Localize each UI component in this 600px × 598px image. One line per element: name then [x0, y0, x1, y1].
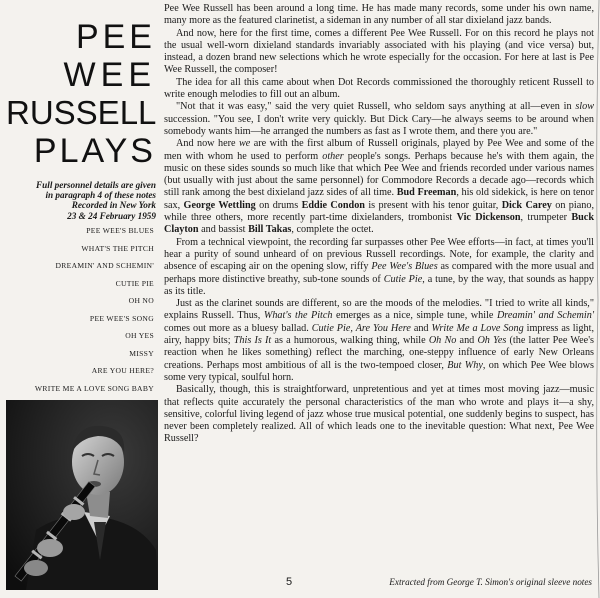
musician-name: George Wettling: [183, 199, 256, 211]
sleeve-notes-credit: Extracted from George T. Simon's original sleeve notes: [389, 577, 592, 587]
binding-edge: [594, 0, 600, 598]
title-line: PEE: [75, 18, 156, 56]
page-number: 5: [286, 576, 293, 588]
title-line: RUSSELL: [6, 94, 157, 131]
title-line: PLAYS: [33, 132, 156, 170]
photo-illustration: [6, 400, 158, 590]
paragraph: Just as the clarinet sounds are different, so are the moods of the melodies. "I tried to write all kinds," explains Russell. Thus, What's the Pitch emerges as a nice, simple tune, while Dreamin' and Schemin' comes out more as a bluesy ballad. Cutie Pie, Are You Here and Write Me a Love Song impress as light, airy, happy bits; This Is It as a humorous, walking thing, while Oh No and Oh Yes (the latter Pee Wee's reaction when he likes something) reflect the marching, one-steppy influence of early New Orleans creations. Perhaps most ambitious of all is the two-tempoed closer, But Why, on which Pee Wee blows some very typical, soulful horn.: [164, 298, 594, 383]
paragraph: Pee Wee Russell has been around a long time. He has made many records, some under his own name, many more as the featured clarinetist, a sideman in any number of all star dixieland jazz bands.: [164, 3, 594, 27]
personnel-note: [0, 180, 156, 221]
track-item: OH NO: [128, 296, 154, 305]
track-item: WHAT'S THE PITCH: [81, 243, 154, 253]
paragraph: "Not that it was easy," said the very quiet Russell, who seldom says anything at all—even in slow succession. "You see, I don't write very quickly. But Dick Cary—he always seems to be around when somebody wants him—he arranged the numbers as fast as I wrote them, and there you are.": [164, 101, 594, 137]
personnel-line: Recorded in New York: [71, 200, 156, 211]
paragraph: The idea for all this came about when Dot Records commissioned the thoroughly reticent Russell to write enough melodies to fill out an album.: [164, 76, 594, 101]
track-item: CUTIE PIE: [115, 278, 154, 288]
track-item: PEE WEE'S SONG: [89, 313, 154, 323]
clarinetist-photo: [6, 400, 158, 590]
musician-name: Vic Dickenson: [456, 212, 521, 224]
paragraph: From a technical viewpoint, the recording far surpasses other Pee Wee efforts—in fact, at times you'll hear a purity of sound unheard of on previous Russell recordings. Note, for example, the clarity and absence of escaping air on the opening slow, riffy Pee Wee's Blues as compared with the more usual and perhaps more distinctive breathy, sub-tone sounds of Cutie Pie, a tune, by the way, that sounds as happy as its title.: [164, 236, 595, 297]
personnel-line: Full personnel details are given: [36, 180, 156, 190]
personnel-line: 23 & 24 February 1959: [67, 210, 156, 221]
musician-name: Eddie Condon: [301, 199, 365, 211]
paragraph: And now, here for the first time, comes a different Pee Wee Russell. For on this record he plays not the usual well-worn dixieland standards invariably associated with his playing (and vice versa) but, instead, a dozen brand new selections which he wrote especially for the occasion. For here at last is Pee Wee Russell, the composer!: [164, 27, 594, 76]
personnel-line: in paragraph 4 of these notes: [45, 190, 156, 201]
musician-name: Dick Carey: [501, 199, 552, 211]
paragraph: And now here we are with the first album of Russell originals, played by Pee Wee and some of the men with whom he used to perform other people's songs. Perhaps because he's with them again, the music on these sides sounds so much like that which Pee Wee and friends recorded under various names (but usually with just about the same personnel) for Commodore Records a decade ago—records which still rank among the best dixieland jazz sides of all time. Bud Freeman, his old sidekick, is here on tenor sax, George Wettling on drums Eddie Condon is present with his tenor guitar, Dick Carey on piano, while three others, more recently part-time dixielanders, trombonist Vic Dickenson, trumpeter Buck Clayton and bassist Bill Takas, complete the octet.: [164, 138, 594, 236]
track-item: WRITE ME A LOVE SONG BABY: [34, 383, 154, 393]
track-item: ARE YOU HERE?: [91, 366, 154, 375]
paragraph: Basically, though, this is straightforward, unpretentious and yet at times most moving jazz—music that reflects quite accurately the personal characteristics of the man who wrote and plays it—a shy, sensitive, colorful living legend of jazz whose true musical potential, one suddenly begins to suspect, has never been completely realized. All of which leads one to the inevitable question: What next, Pee Wee Russell?: [164, 384, 594, 445]
track-item: MISSY: [129, 348, 154, 358]
musician-name: Buck Clayton: [164, 212, 594, 236]
track-item: DREAMIN' AND SCHEMIN': [55, 261, 154, 270]
musician-name: Bill Takas: [248, 224, 292, 236]
musician-name: Bud Freeman: [396, 187, 457, 199]
liner-notes-text: [164, 3, 594, 446]
track-item: PEE WEE'S BLUES: [86, 226, 154, 235]
album-title: [6, 18, 156, 170]
track-item: OH YES: [125, 331, 154, 340]
title-line: WEE: [63, 56, 156, 94]
left-column: [0, 0, 160, 598]
